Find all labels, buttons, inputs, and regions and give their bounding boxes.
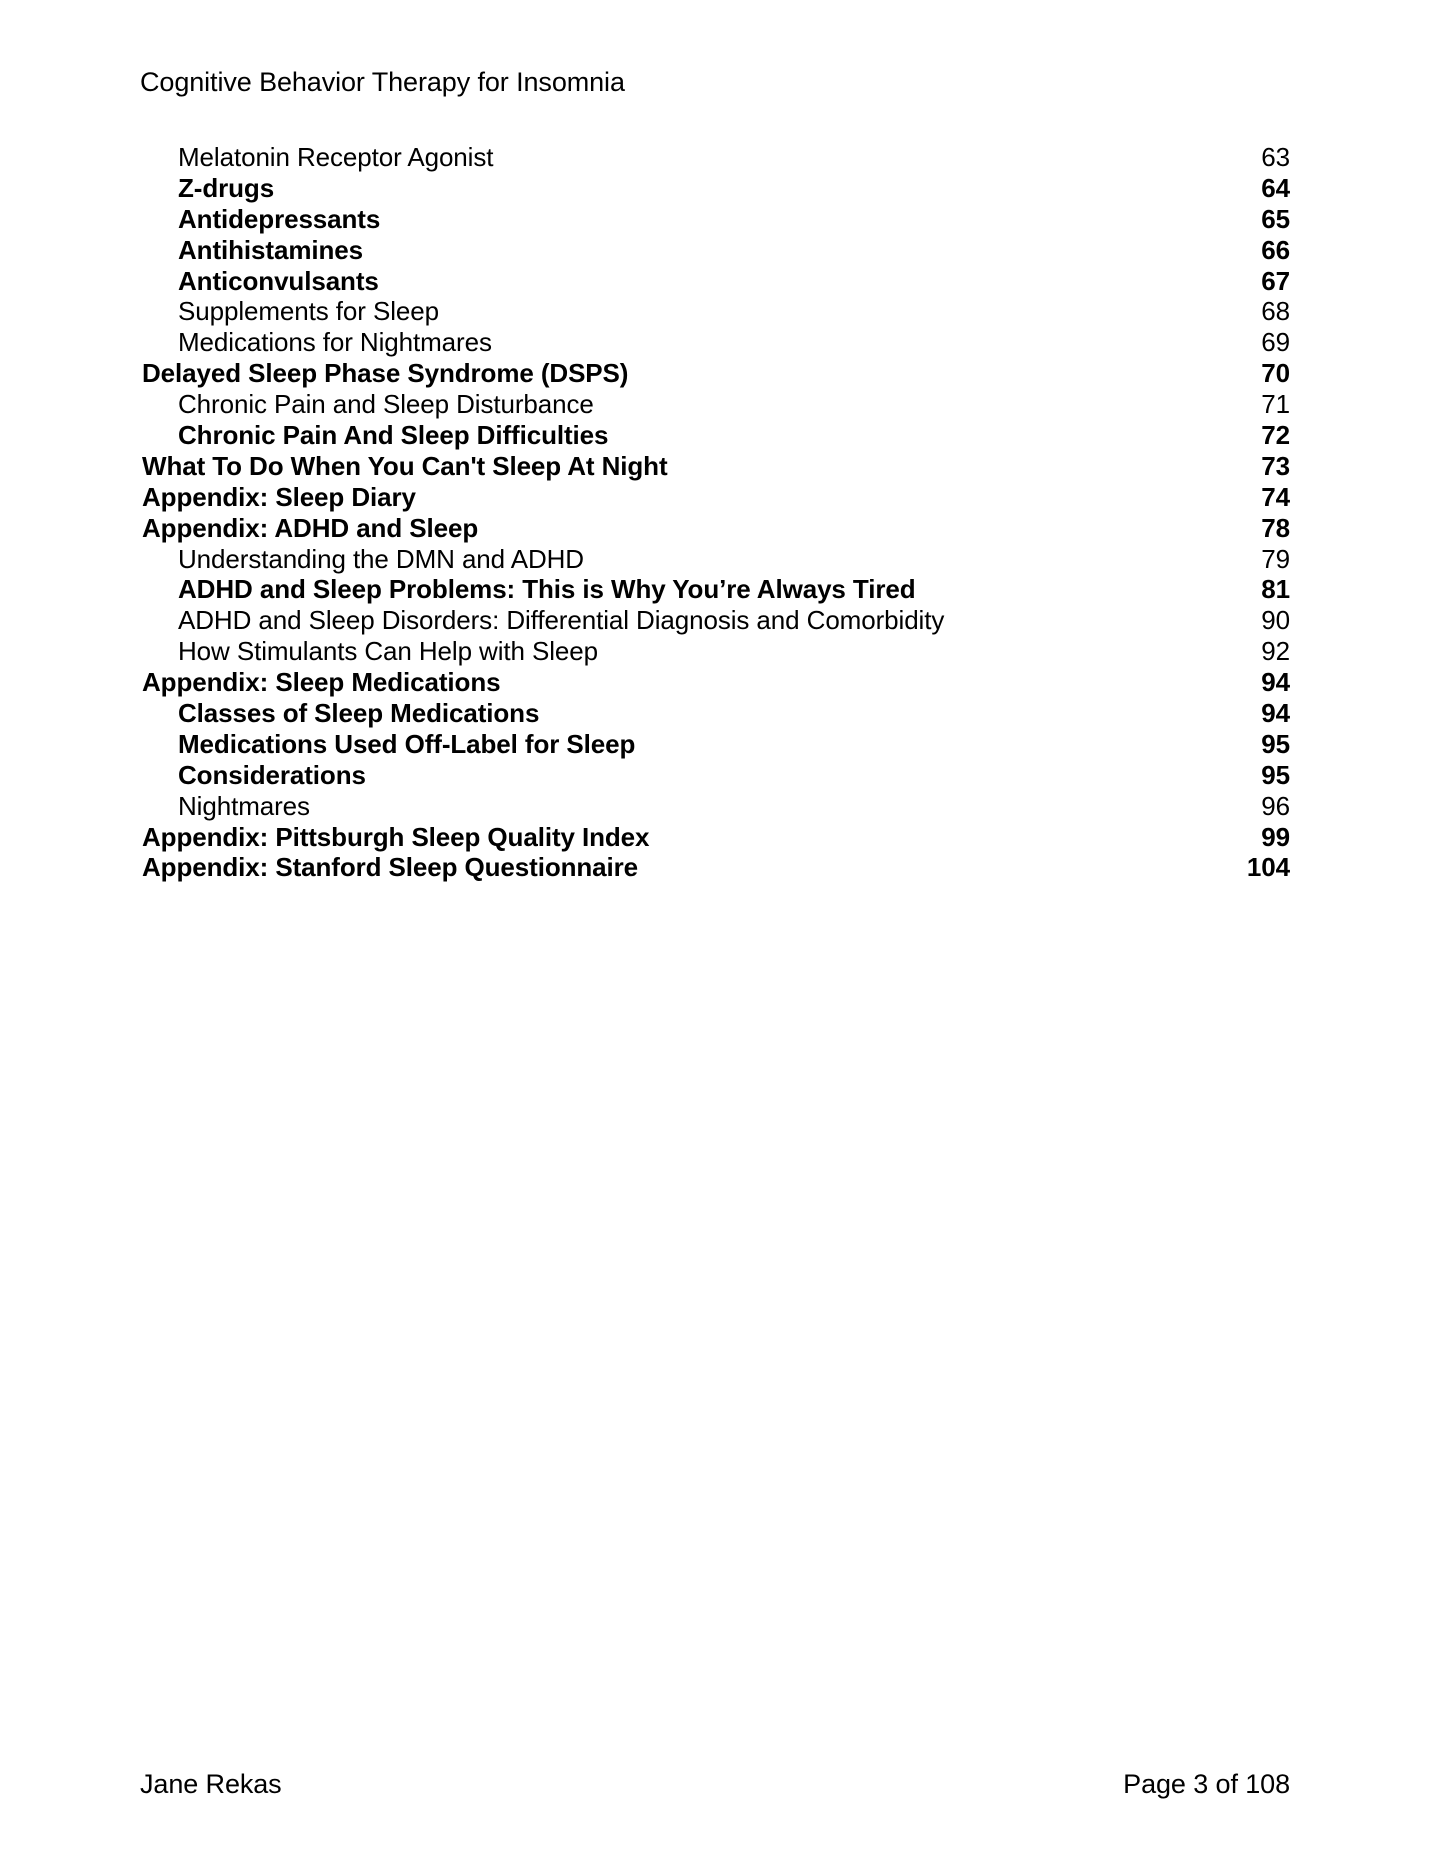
toc-entry-page-number: 73 <box>1261 450 1290 481</box>
toc-entry-page-number: 94 <box>1261 698 1290 729</box>
toc-entry[interactable] <box>140 605 1290 636</box>
page-footer <box>140 1769 1290 1800</box>
toc-entry-page-number: 64 <box>1261 172 1290 203</box>
toc-entry[interactable] <box>140 574 1290 605</box>
toc-entry-title: Supplements for Sleep <box>178 296 439 327</box>
toc-entry-title: Classes of Sleep Medications <box>178 698 540 729</box>
toc-entry-page-number: 71 <box>1261 389 1290 420</box>
toc-entry-title: ADHD and Sleep Problems: This is Why You’re Always Tired <box>178 574 916 605</box>
toc-entry-page-number: 69 <box>1261 327 1290 358</box>
running-header: Cognitive Behavior Therapy for Insomnia <box>140 67 625 97</box>
toc-entry-page-number: 63 <box>1261 142 1290 172</box>
toc-entry[interactable] <box>140 636 1290 667</box>
toc-entry[interactable] <box>140 389 1290 420</box>
toc-entry-page-number: 68 <box>1261 296 1290 327</box>
toc-entry-title: Appendix: ADHD and Sleep <box>142 512 479 543</box>
toc-entry-title: Chronic Pain And Sleep Difficulties <box>178 420 609 451</box>
toc-entry-title: Anticonvulsants <box>178 265 379 296</box>
toc-entry-title: ADHD and Sleep Disorders: Differential Diagnosis and Comorbidity <box>178 605 945 636</box>
toc-entry-page-number: 79 <box>1261 543 1290 574</box>
toc-entry[interactable] <box>140 482 1290 513</box>
table-of-contents <box>140 142 1290 883</box>
toc-entry-page-number: 72 <box>1261 420 1290 451</box>
toc-entry-title: Chronic Pain and Sleep Disturbance <box>178 389 594 420</box>
toc-entry-title: Appendix: Stanford Sleep Questionnaire <box>142 852 639 883</box>
toc-entry-title: Antihistamines <box>178 234 363 265</box>
toc-entry-title: Delayed Sleep Phase Syndrome (DSPS) <box>142 358 629 389</box>
toc-entry[interactable] <box>140 791 1290 822</box>
toc-entry[interactable] <box>140 451 1290 482</box>
toc-entry[interactable] <box>140 729 1290 760</box>
toc-entry-title: Considerations <box>178 759 366 790</box>
toc-entry-page-number: 95 <box>1261 728 1290 759</box>
toc-entry-title: Antidepressants <box>178 203 381 234</box>
toc-entry-page-number: 104 <box>1246 852 1290 883</box>
toc-entry[interactable] <box>140 822 1290 853</box>
toc-entry-title: Understanding the DMN and ADHD <box>178 543 584 574</box>
toc-entry[interactable] <box>140 235 1290 266</box>
toc-entry-page-number: 81 <box>1261 574 1290 605</box>
toc-entry[interactable] <box>140 544 1290 575</box>
toc-entry[interactable] <box>140 760 1290 791</box>
toc-entry[interactable] <box>140 358 1290 389</box>
footer-page-number: Page 3 of 108 <box>1123 1769 1290 1799</box>
toc-entry-title: Appendix: Sleep Diary <box>142 481 416 512</box>
toc-entry-page-number: 94 <box>1261 667 1290 698</box>
toc-entry[interactable] <box>140 266 1290 297</box>
toc-entry-title: Appendix: Sleep Medications <box>142 667 501 698</box>
toc-entry[interactable] <box>140 667 1290 698</box>
toc-entry[interactable] <box>140 698 1290 729</box>
toc-entry-title: Medications Used Off-Label for Sleep <box>178 728 636 759</box>
toc-entry-page-number: 90 <box>1261 605 1290 636</box>
toc-entry[interactable] <box>140 173 1290 204</box>
toc-entry-page-number: 66 <box>1261 234 1290 265</box>
toc-entry[interactable] <box>140 513 1290 544</box>
toc-entry-page-number: 99 <box>1261 821 1290 852</box>
toc-entry-title: Medications for Nightmares <box>178 327 492 358</box>
toc-entry-page-number: 74 <box>1261 481 1290 512</box>
toc-entry-title: Appendix: Pittsburgh Sleep Quality Index <box>142 821 650 852</box>
toc-entry[interactable] <box>140 327 1290 358</box>
toc-entry-page-number: 67 <box>1261 265 1290 296</box>
toc-entry-title: What To Do When You Can't Sleep At Night <box>142 450 668 481</box>
toc-entry-page-number: 96 <box>1261 790 1290 821</box>
toc-entry-page-number: 95 <box>1261 759 1290 790</box>
toc-entry-title: How Stimulants Can Help with Sleep <box>178 636 599 667</box>
toc-entry-title: Nightmares <box>178 790 310 821</box>
toc-entry-title: Melatonin Receptor Agonist <box>178 142 494 172</box>
toc-entry[interactable] <box>140 204 1290 235</box>
toc-entry[interactable] <box>140 142 1290 173</box>
toc-entry-page-number: 65 <box>1261 203 1290 234</box>
toc-entry[interactable] <box>140 420 1290 451</box>
toc-entry-title: Z-drugs <box>178 172 275 203</box>
toc-entry-page-number: 70 <box>1261 358 1290 389</box>
toc-entry-page-number: 78 <box>1261 512 1290 543</box>
toc-entry[interactable] <box>140 852 1290 883</box>
footer-author: Jane Rekas <box>140 1769 282 1799</box>
toc-entry-page-number: 92 <box>1261 636 1290 667</box>
toc-entry[interactable] <box>140 296 1290 327</box>
